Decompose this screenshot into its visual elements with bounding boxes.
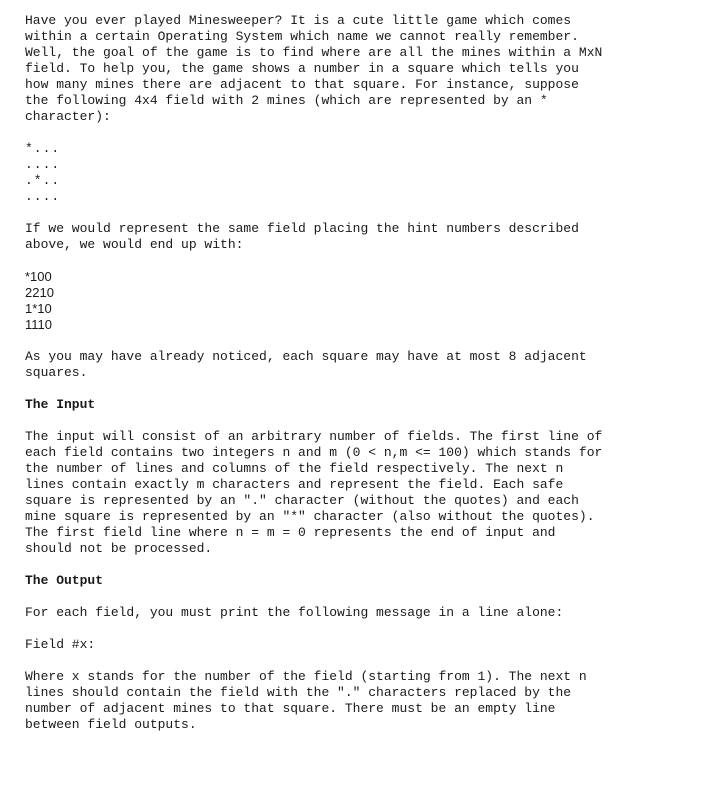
input-heading: The Input — [25, 397, 96, 412]
hint-example: *100 2210 1*10 1110 — [25, 269, 54, 332]
hint-intro-paragraph: If we would represent the same field placing the hint numbers described above, we would end up with: — [25, 221, 579, 252]
input-paragraph: The input will consist of an arbitrary number of fields. The first line of each field contains two integers n and m (0 < n,m <= 100) which stands for the number of lines and columns of the field respectively. The next n lines contain exactly m characters and represent the field. Each safe square is represented by an "." character (without the quotes) and each mine square is represented by an "*" character (also without the quotes). The first field line where n = m = 0 represents the end of input and should not be processed. — [25, 429, 603, 556]
adjacent-note-paragraph: As you may have already noticed, each square may have at most 8 adjacent squares. — [25, 349, 587, 380]
problem-statement — [25, 13, 695, 733]
output-details-paragraph: Where x stands for the number of the field (starting from 1). The next n lines should contain the field with the "." characters replaced by the number of adjacent mines to that square. There must be an empty line between field outputs. — [25, 669, 587, 732]
output-paragraph: For each field, you must print the following message in a line alone: — [25, 605, 564, 620]
output-format: Field #x: — [25, 637, 96, 652]
intro-paragraph: Have you ever played Minesweeper? It is a cute little game which comes within a certain Operating System which name we cannot really remember. Well, the goal of the game is to find where are all the mines within a MxN field. To help you, the game shows a number in a square which tells you how many mines there are adjacent to that square. For instance, suppose the following 4x4 field with 2 mines (which are represented by an * character): — [25, 13, 603, 124]
field-example: *... .... .*.. .... — [25, 141, 61, 204]
output-heading: The Output — [25, 573, 104, 588]
